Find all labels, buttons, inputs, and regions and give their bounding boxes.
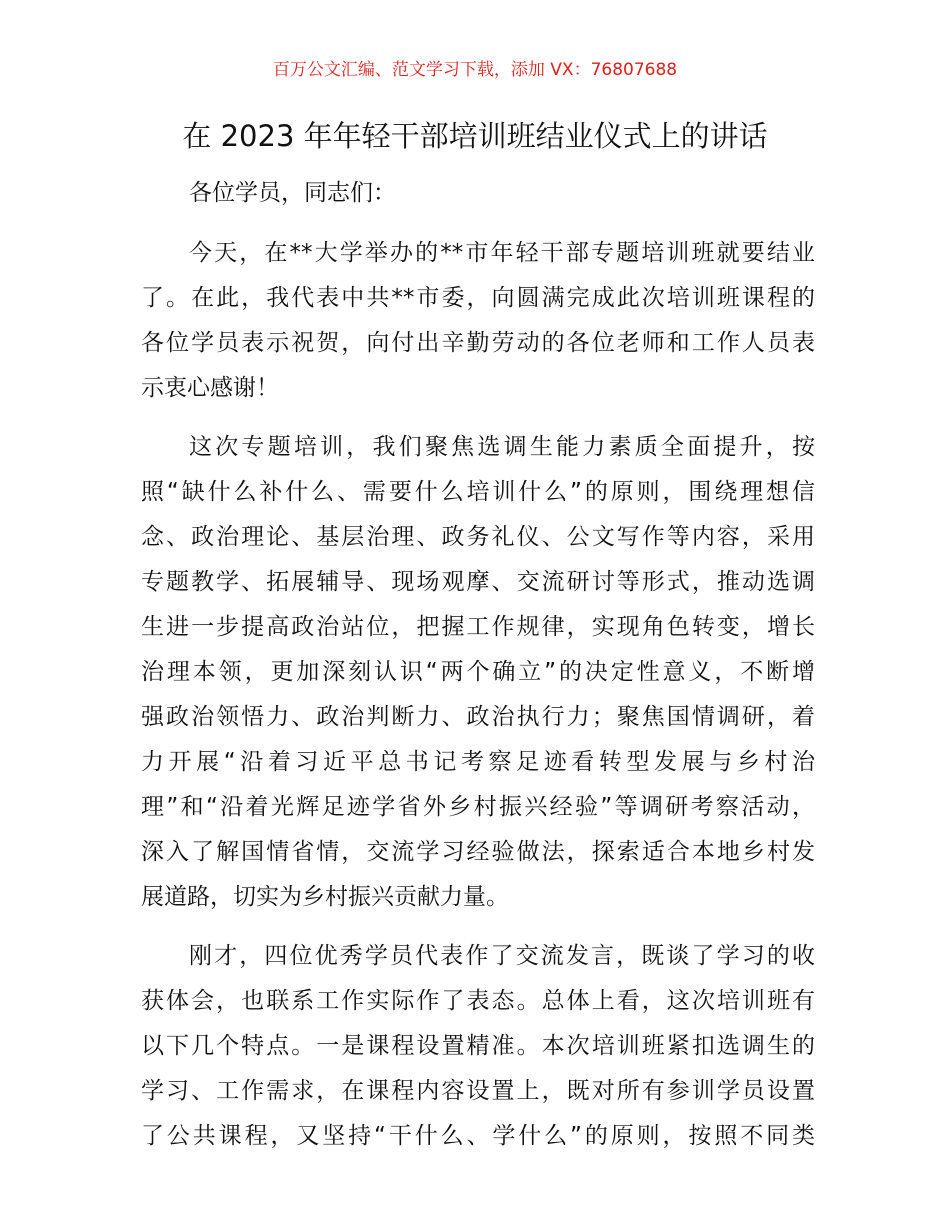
header-note: 百万公文汇编、范文学习下载，添加 VX：76807688 xyxy=(272,60,678,80)
paragraph-line: 示衷心感谢！ xyxy=(141,375,279,401)
paragraph-line: 今天，在**大学举办的**市年轻干部专题培训班就要结业 xyxy=(189,240,815,266)
paragraph-line: 力开展“沿着习近平总书记考察足迹看转型发展与乡村治 xyxy=(141,749,815,775)
paragraph-line: 强政治领悟力、政治判断力、政治执行力；聚焦国情调研，着 xyxy=(141,704,815,730)
paragraph-line: 获体会，也联系工作实际作了表态。总体上看，这次培训班有 xyxy=(141,988,815,1014)
paragraph xyxy=(141,231,815,411)
paragraph-line: 照“缺什么补什么、需要什么培训什么”的原则，围绕理想信 xyxy=(141,479,815,505)
paragraph-line: 深入了解国情省情，交流学习经验做法，探索适合本地乡村发 xyxy=(141,839,815,865)
paragraph xyxy=(141,425,815,920)
paragraph-line: 了公共课程，又坚持“干什么、学什么”的原则，按照不同类 xyxy=(141,1123,815,1149)
paragraph-line: 念、政治理论、基层治理、政务礼仪、公文写作等内容，采用 xyxy=(141,524,815,550)
paragraph-line: 生进一步提高政治站位，把握工作规律，实现角色转变，增长 xyxy=(141,614,815,640)
paragraph-line: 了。在此，我代表中共**市委，向圆满完成此次培训班课程的 xyxy=(141,285,815,311)
paragraph-line: 这次专题培训，我们聚焦选调生能力素质全面提升，按 xyxy=(189,434,815,460)
paragraph-line: 刚才，四位优秀学员代表作了交流发言，既谈了学习的收 xyxy=(189,943,815,969)
paragraph-line: 理”和“沿着光辉足迹学省外乡村振兴经验”等调研考察活动， xyxy=(141,794,815,820)
paragraph-line: 展道路，切实为乡村振兴贡献力量。 xyxy=(141,884,509,910)
document-body xyxy=(141,171,815,1159)
paragraph xyxy=(141,934,815,1159)
paragraph-line: 学习、工作需求，在课程内容设置上，既对所有参训学员设置 xyxy=(141,1078,815,1104)
paragraph-line: 治理本领，更加深刻认识“两个确立”的决定性意义，不断增 xyxy=(141,659,815,685)
paragraph-line: 各位学员表示祝贺，向付出辛勤劳动的各位老师和工作人员表 xyxy=(141,330,815,356)
paragraph-line: 以下几个特点。一是课程设置精准。本次培训班紧扣选调生的 xyxy=(141,1033,815,1059)
salutation: 各位学员，同志们： xyxy=(189,180,396,206)
paragraph-line: 专题教学、拓展辅导、现场观摩、交流研讨等形式，推动选调 xyxy=(141,569,815,595)
document-title: 在 2023 年年轻干部培训班结业仪式上的讲话 xyxy=(182,119,768,153)
